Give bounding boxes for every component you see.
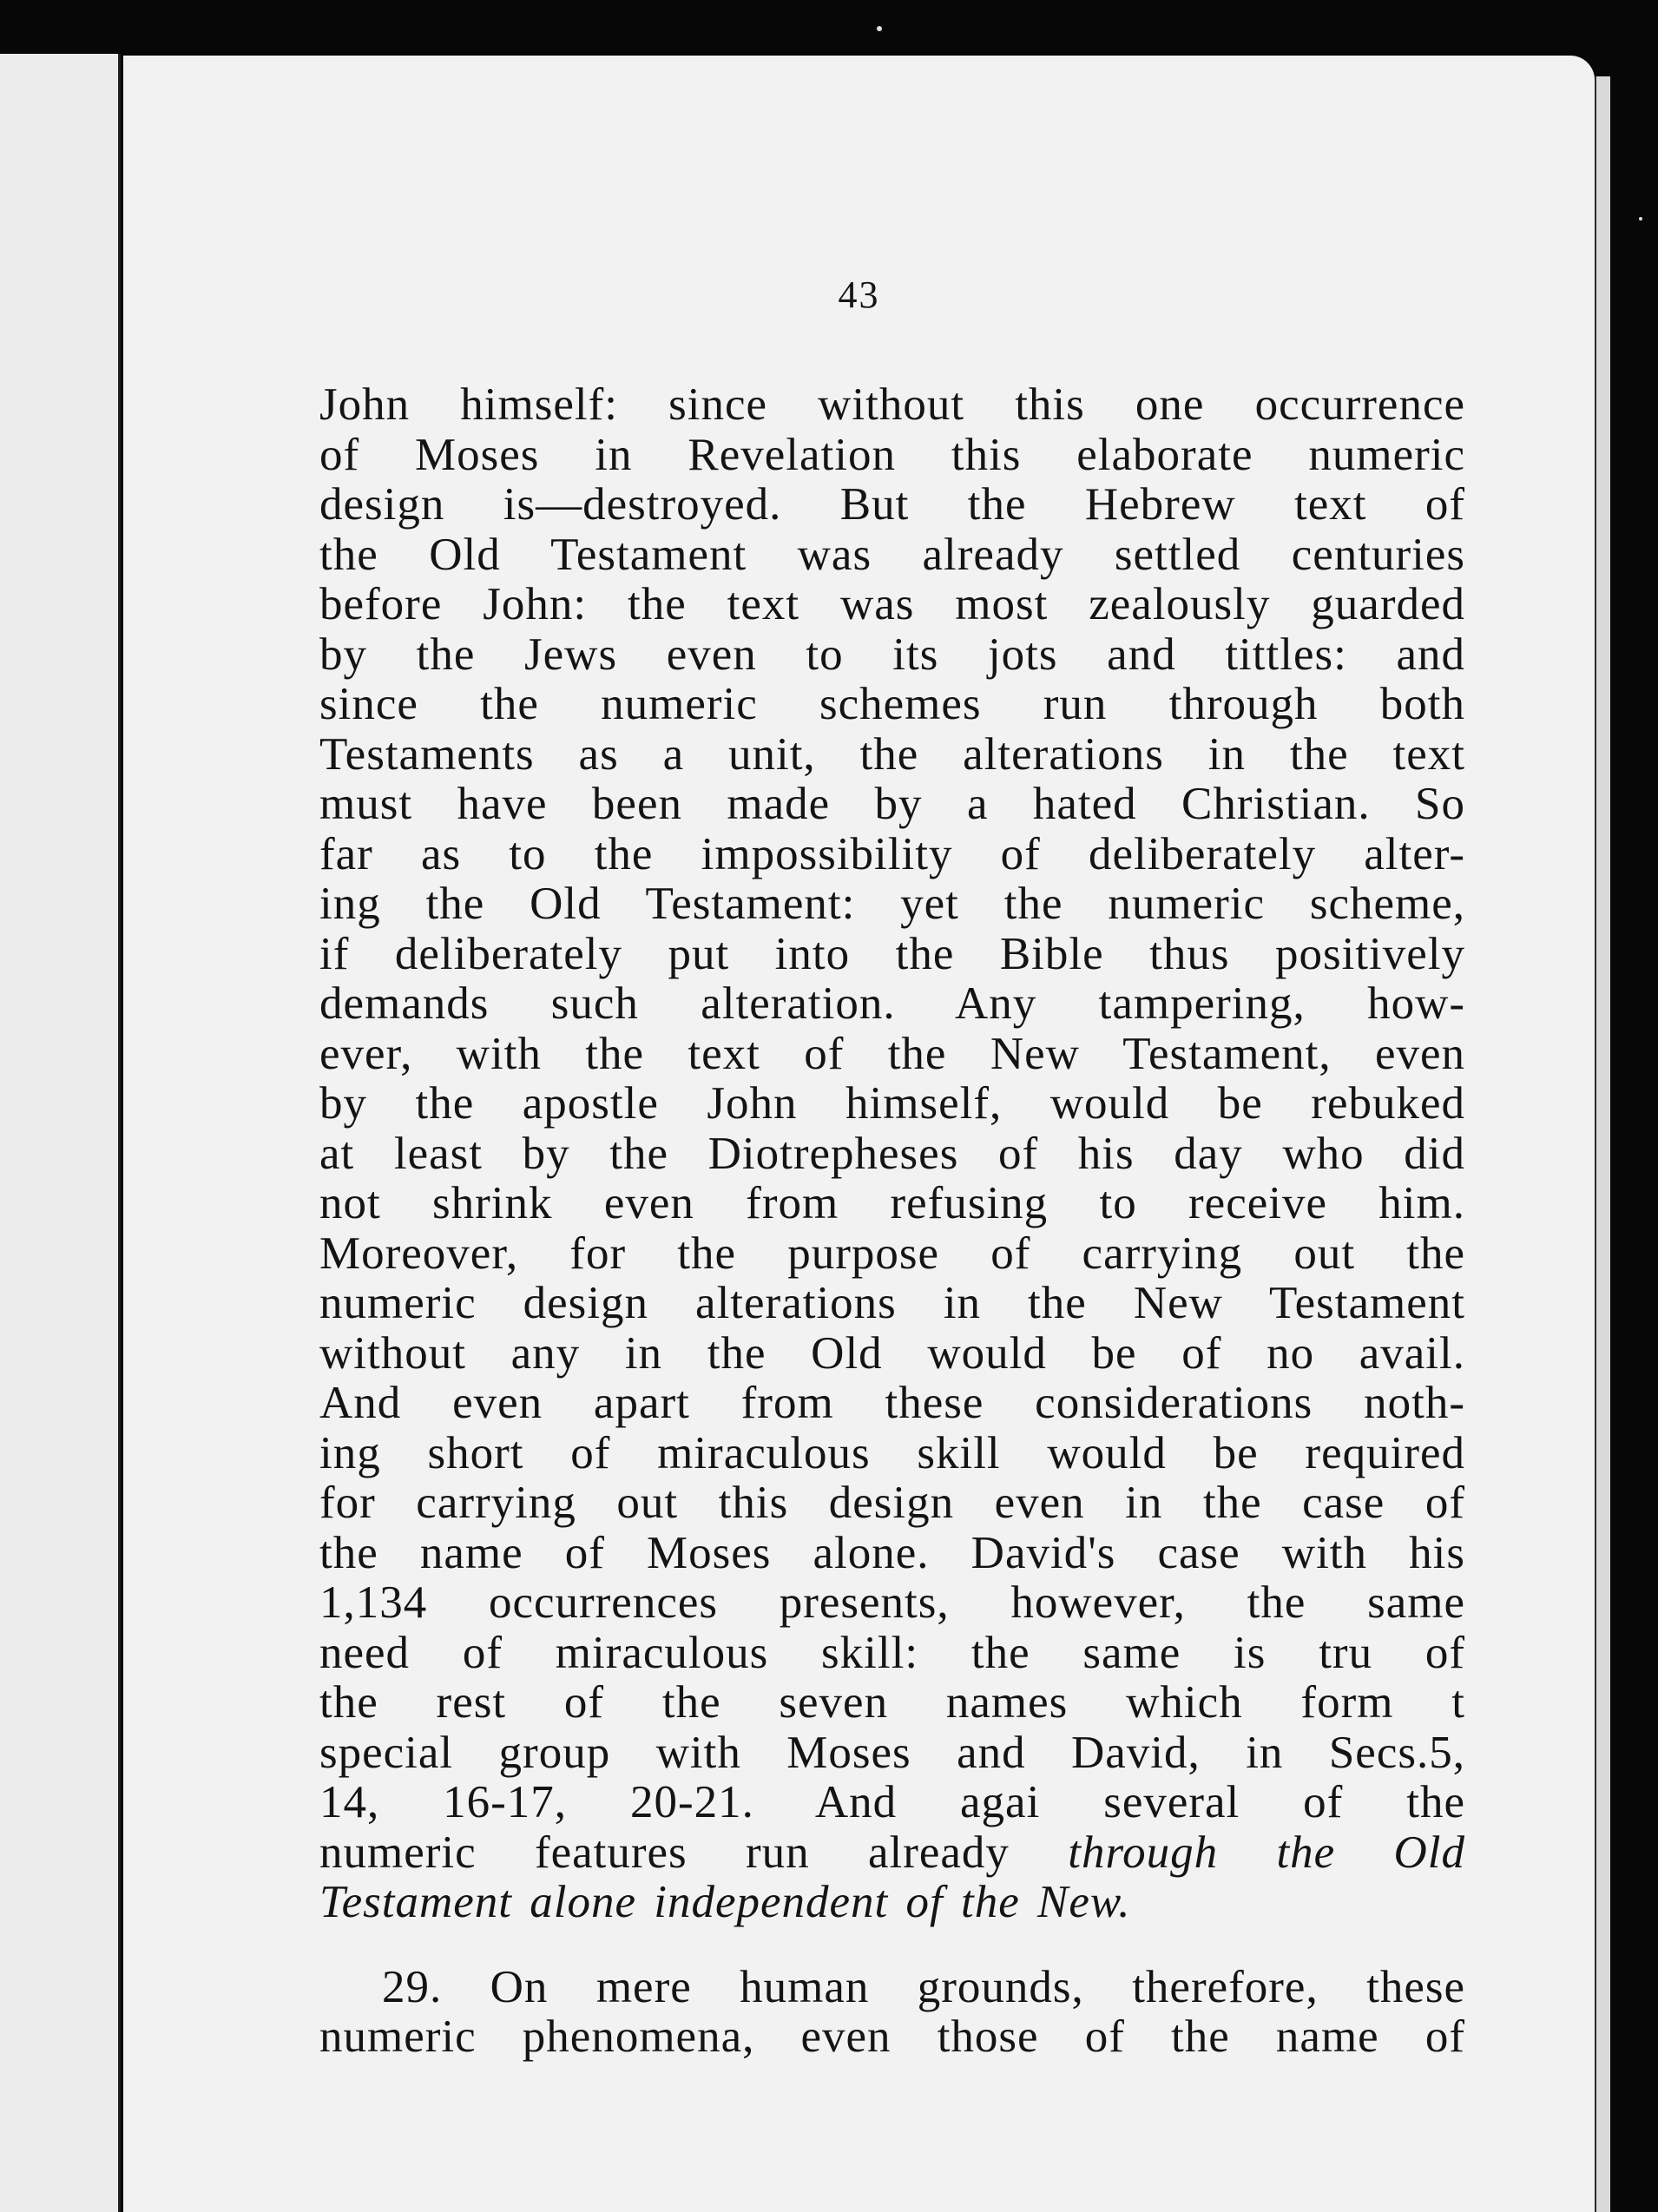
- text-line: Moreover, for the purpose of carrying out the: [319, 1228, 1465, 1279]
- text-line: the rest of the seven names which form t: [319, 1677, 1465, 1728]
- right-page-edge: [1595, 76, 1610, 2212]
- text-line: far as to the impossibility of deliberately alter-: [319, 828, 1465, 879]
- text-line: 29. On mere human grounds, therefore, these: [382, 1961, 1465, 2012]
- text-line: by the Jews even to its jots and tittles: and: [319, 629, 1465, 680]
- text-line: by the apostle John himself, would be rebuked: [319, 1078, 1465, 1129]
- text-line: since the numeric schemes run through both: [319, 679, 1465, 729]
- text-line: must have been made by a hated Christian. So: [319, 779, 1465, 829]
- text-line: ever, with the text of the New Testament, even: [319, 1028, 1465, 1079]
- book-page: [123, 56, 1595, 2212]
- scan-speck: [1639, 217, 1642, 221]
- paragraph-gap: [319, 1928, 1465, 1963]
- italic-phrase: Testament alone independent of the New.: [319, 1877, 1131, 1927]
- text-line: the name of Moses alone. David's case with his: [319, 1527, 1465, 1578]
- text-line: the Old Testament was already settled centuries: [319, 529, 1465, 580]
- text-line: of Moses in Revelation this elaborate numeric: [319, 429, 1465, 480]
- text-line: numeric design alterations in the New Testament: [319, 1278, 1465, 1328]
- text-line: before John: the text was most zealously guarded: [319, 579, 1465, 629]
- text-line: special group with Moses and David, in Secs.5,: [319, 1727, 1465, 1778]
- text-line: design is—destroyed. But the Hebrew text of: [319, 479, 1465, 530]
- italic-phrase: through the Old: [1068, 1827, 1466, 1878]
- body-text: [319, 380, 1465, 2063]
- text-line: 1,134 occurrences presents, however, the same: [319, 1577, 1465, 1628]
- text-line: demands such alteration. Any tampering, how-: [319, 978, 1465, 1029]
- text-line: Testaments as a unit, the alterations in the text: [319, 728, 1465, 780]
- left-page-edge: [0, 54, 121, 2212]
- text-line: if deliberately put into the Bible thus positively: [319, 928, 1465, 979]
- text-line: ing short of miraculous skill would be required: [319, 1427, 1465, 1478]
- text-line: John himself: since without this one occurrence: [319, 379, 1465, 430]
- text-segment: numeric features run already: [319, 1827, 1010, 1878]
- text-line: 14, 16-17, 20-21. And agai several of the: [319, 1777, 1465, 1827]
- text-line: And even apart from these considerations noth-: [319, 1378, 1465, 1428]
- page-number: 43: [838, 273, 880, 316]
- text-line: for carrying out this design even in the case of: [319, 1478, 1465, 1528]
- text-line: numeric phenomena, even those of the name of: [319, 2011, 1465, 2062]
- text-line: not shrink even from refusing to receive him.: [319, 1178, 1465, 1228]
- scan-speck: [877, 26, 882, 31]
- text-line: without any in the Old would be of no avail.: [319, 1327, 1465, 1379]
- text-line-with-italic: [319, 1828, 1465, 1879]
- text-line: ing the Old Testament: yet the numeric scheme,: [319, 879, 1465, 929]
- text-line: at least by the Diotrepheses of his day who did: [319, 1128, 1465, 1179]
- italic-line: [319, 1878, 1465, 1928]
- text-line: need of miraculous skill: the same is tru of: [319, 1627, 1465, 1678]
